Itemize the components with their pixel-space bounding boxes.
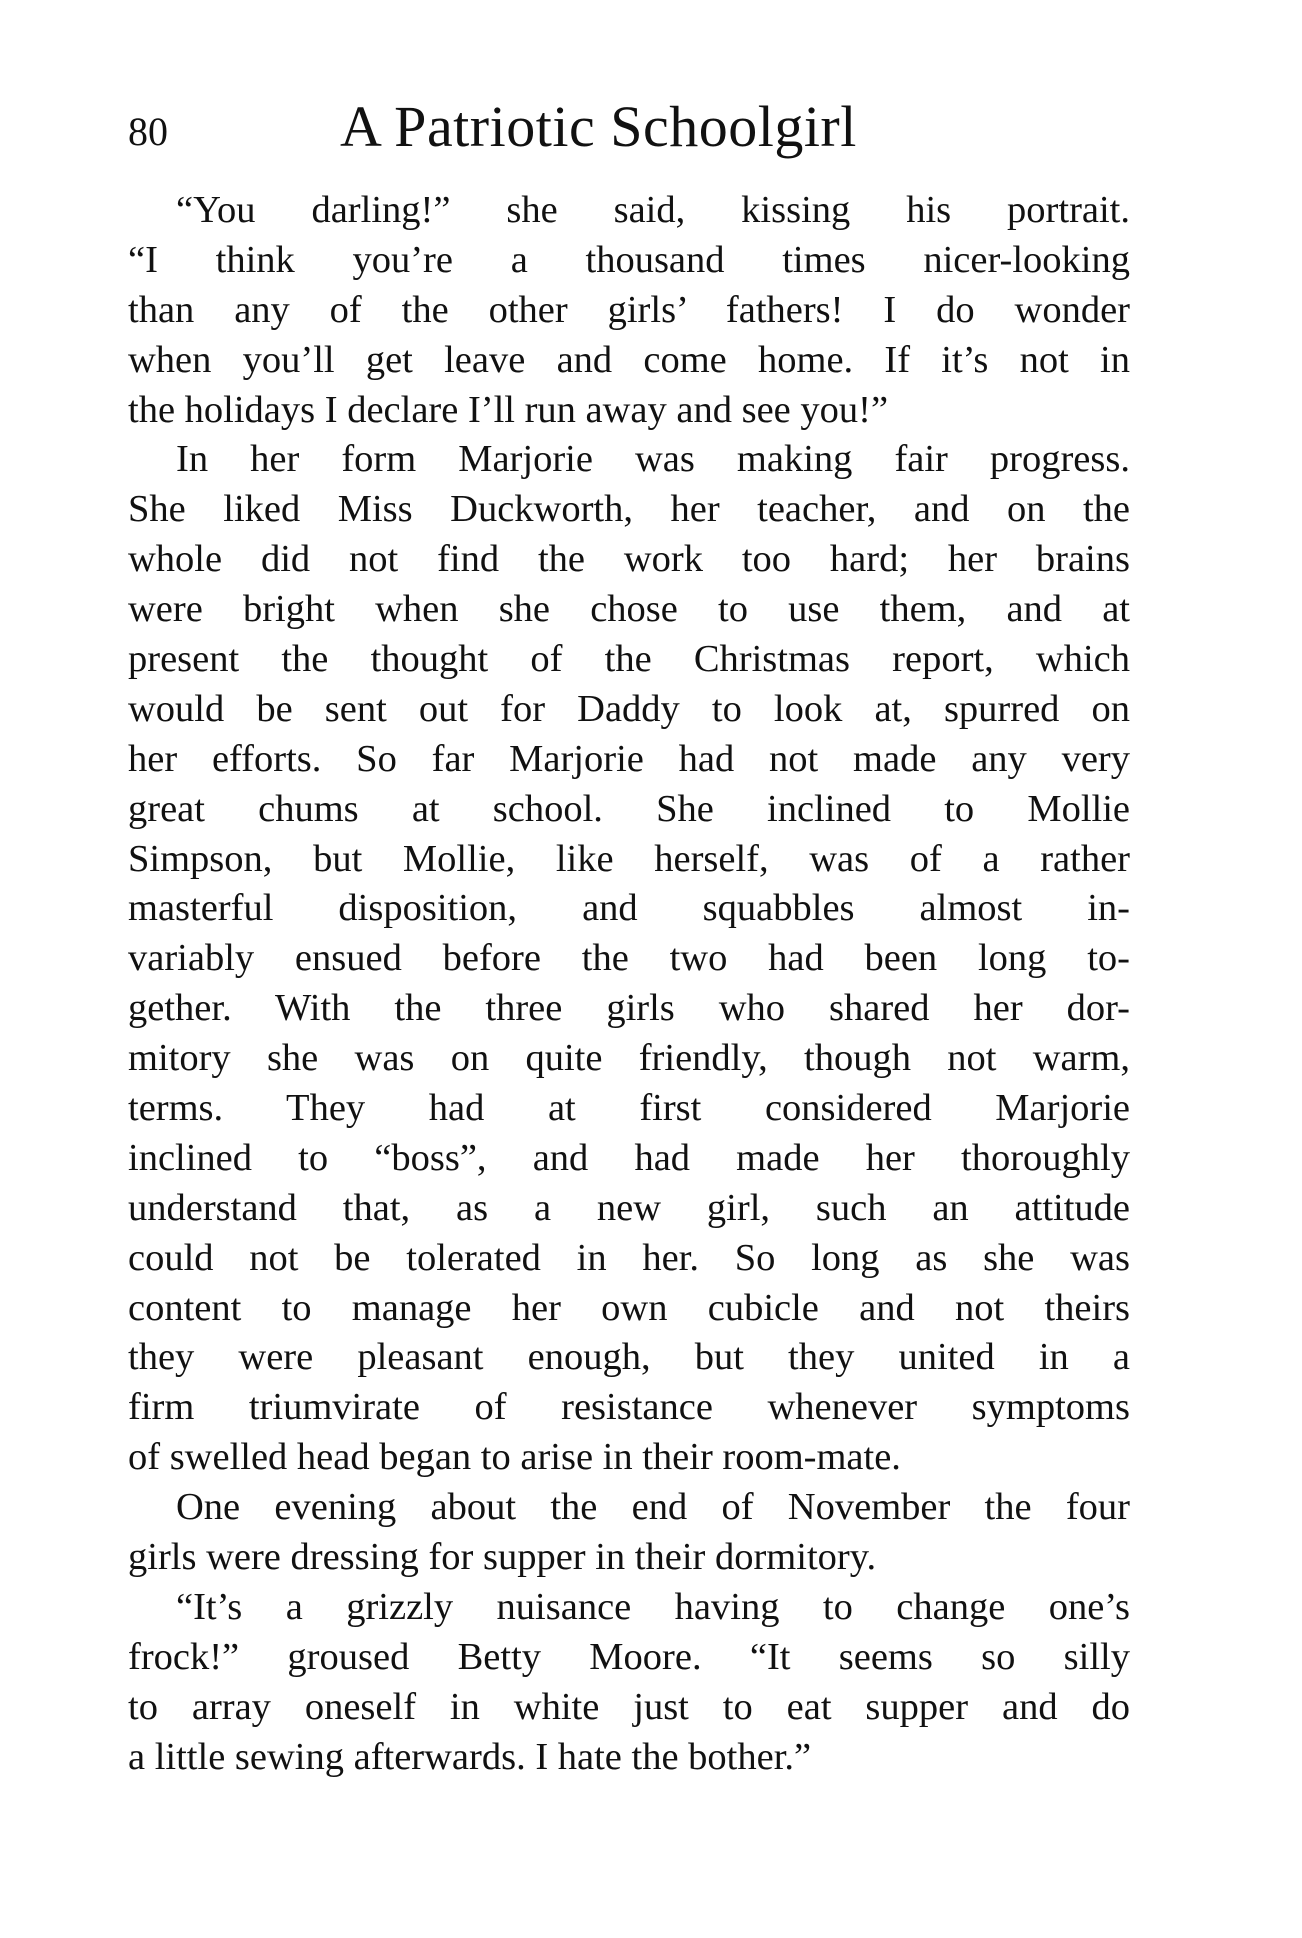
body-text [128,186,1130,1783]
text-line: “I think you’re a thousand times nicer-looking [128,238,1130,281]
text-line: terms. They had at first considered Marjorie [128,1087,1130,1130]
text-line: girls were dressing for supper in their dormitory. [128,1536,877,1579]
text-line: variably ensued before the two had been long to- [128,937,1130,980]
text-line: gether. With the three girls who shared her dor- [128,987,1130,1030]
text-line: great chums at school. She inclined to Mollie [128,787,1130,830]
page-number: 80 [128,109,168,154]
text-line: In her form Marjorie was making fair progress. [176,438,1130,481]
text-line: present the thought of the Christmas report, which [128,638,1130,681]
text-line: One evening about the end of November the four [176,1486,1130,1529]
text-line: masterful disposition, and squabbles almost in- [128,887,1130,930]
text-line: the holidays I declare I’ll run away and see you!” [128,388,889,431]
text-line: a little sewing afterwards. I hate the bother.” [128,1735,812,1778]
text-line: frock!” groused Betty Moore. “It seems so silly [128,1635,1130,1678]
text-line: they were pleasant enough, but they united in a [128,1336,1130,1379]
text-line: of swelled head began to arise in their room-mate. [128,1436,901,1479]
text-line: “You darling!” she said, kissing his portrait. [176,189,1130,231]
text-line: inclined to “boss”, and had made her thoroughly [128,1136,1130,1179]
text-line: could not be tolerated in her. So long as she was [128,1236,1130,1279]
text-line: whole did not find the work too hard; her brains [128,538,1130,581]
text-line: mitory she was on quite friendly, though not warm, [128,1037,1130,1080]
text-line: content to manage her own cubicle and not theirs [128,1286,1130,1329]
page-header [128,92,988,172]
text-line: She liked Miss Duckworth, her teacher, and on the [128,488,1130,531]
text-line: her efforts. So far Marjorie had not made any very [128,737,1130,780]
text-line: to array oneself in white just to eat supper and do [128,1685,1130,1728]
text-line: when you’ll get leave and come home. If it’s not in [128,338,1130,381]
text-line: than any of the other girls’ fathers! I do wonder [128,288,1130,331]
text-line: were bright when she chose to use them, and at [128,588,1130,631]
text-line: would be sent out for Daddy to look at, spurred on [128,687,1130,730]
text-line: Simpson, but Mollie, like herself, was of a rather [128,837,1130,880]
text-line: understand that, as a new girl, such an attitude [128,1186,1130,1229]
text-line: “It’s a grizzly nuisance having to change one’s [176,1585,1130,1628]
running-title: A Patriotic Schoolgirl [340,94,857,159]
text-line: firm triumvirate of resistance whenever symptoms [128,1386,1130,1429]
